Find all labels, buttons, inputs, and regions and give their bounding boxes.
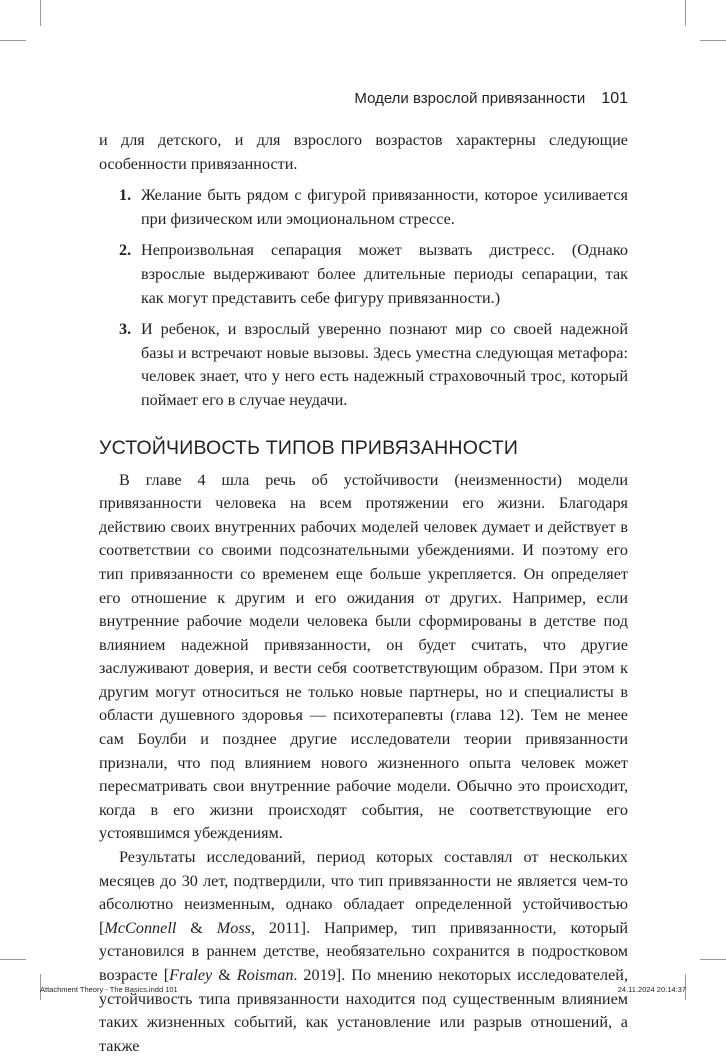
crop-mark-left-top — [0, 40, 26, 41]
crop-mark-left-bottom — [0, 959, 26, 960]
list-item — [99, 318, 628, 412]
running-title: Модели взрослой привязанности — [354, 90, 586, 107]
citation-year: , 2011] — [250, 918, 307, 937]
body-paragraph — [99, 846, 628, 1058]
paragraph-text: . Например, тип привязанности, который установился в раннем детстве, необязательно сохранится в подростковом возрасте [ — [99, 918, 628, 984]
footer-file-name: Attachment Theory - The Basics.indd 101 — [40, 985, 178, 994]
attachment-features-list — [99, 184, 628, 412]
list-item — [99, 239, 628, 310]
citation-author: Fraley — [169, 966, 213, 984]
intro-paragraph: и для детского, и для взрослого возрастов характерны следующие особенности привязанности. — [99, 131, 628, 173]
crop-mark-right-top — [700, 40, 726, 41]
list-item-text: Желание быть рядом с фигурой привязанности, которое усиливается при физическом или эмоциональном стрессе. — [141, 186, 628, 228]
page-number: 101 — [601, 90, 628, 107]
section-heading: УСТОЙЧИВОСТЬ ТИПОВ ПРИВЯЗАННОСТИ — [99, 436, 519, 459]
list-item — [99, 184, 628, 231]
page-body — [99, 129, 628, 1058]
footer-timestamp: 24.11.2024 20:14:37 — [617, 985, 686, 994]
citation-author: Moss — [216, 918, 251, 937]
list-item-number: 2. — [119, 241, 132, 260]
citation-author: McConnell — [104, 918, 177, 937]
list-item-text: Непроизвольная сепарация может вызвать дистресс. (Однако взрослые выдерживают более длительные периоды сепарации, так как могут представить себе фигуру привязанности.) — [141, 241, 628, 307]
list-item-number: 1. — [119, 186, 132, 205]
body-paragraph: В главе 4 шла речь об устойчивости (неизменности) модели привязанности человека на всем протяжении его жизни. Благодаря действию своих внутренних рабочих моделей человек думает и действует в соответствии со своими подсознательными убеждениями. И поэтому его тип привязанности со временем еще больше укрепляется. Он определяет его отношение к другим и его ожидания от других. Например, если внутренние рабочие модели человека были сформированы в детстве под влиянием надежной привязанности, он будет считать, что другие заслуживают доверия, и вести себя соответствующим образом. При этом к другим могут относиться не только новые партнеры, но и специалисты в области душевного здоровья — психотерапевты (глава 12). Тем не менее сам Боулби и позднее другие исследователи теории привязанности признали, что под влиянием нового жизненного опыта человек может пересматривать свои внутренние рабочие модели. Обычно это происходит, когда в его жизни происходят события, не соответствующие его устоявшимся убеждениям. — [99, 470, 628, 843]
list-item-number: 3. — [119, 320, 132, 339]
citation-year: . 2019] — [293, 966, 342, 984]
list-item-text: И ребенок, и взрослый уверенно познают мир со своей надежной базы и встречают новые вызовы. Здесь уместна следующая метафора: человек знает, что у него есть надежный страховочный трос, который поймает его в случае неудачи. — [141, 320, 628, 409]
crop-mark-top-right — [685, 0, 686, 26]
citation-ampersand: & — [176, 918, 217, 937]
citation-author: Roisman — [236, 966, 294, 984]
running-head — [100, 90, 628, 108]
crop-mark-right-bottom — [700, 959, 726, 960]
paragraph-text: Результаты исследований, период которых составлял от нескольких месяцев до 30 лет, подтвердили, что тип привязанности не является чем-то абсолютно неизменным, однако обладает определенной устойчивостью [ — [99, 848, 628, 937]
crop-mark-top-left — [40, 0, 41, 26]
paragraph-text: . По мнению некоторых исследователей, устойчивость типа привязанности находится под существенным влиянием таких жизненных событий, как установление или разрыв отношений, а также — [99, 966, 629, 1055]
citation-ampersand: & — [212, 966, 237, 984]
